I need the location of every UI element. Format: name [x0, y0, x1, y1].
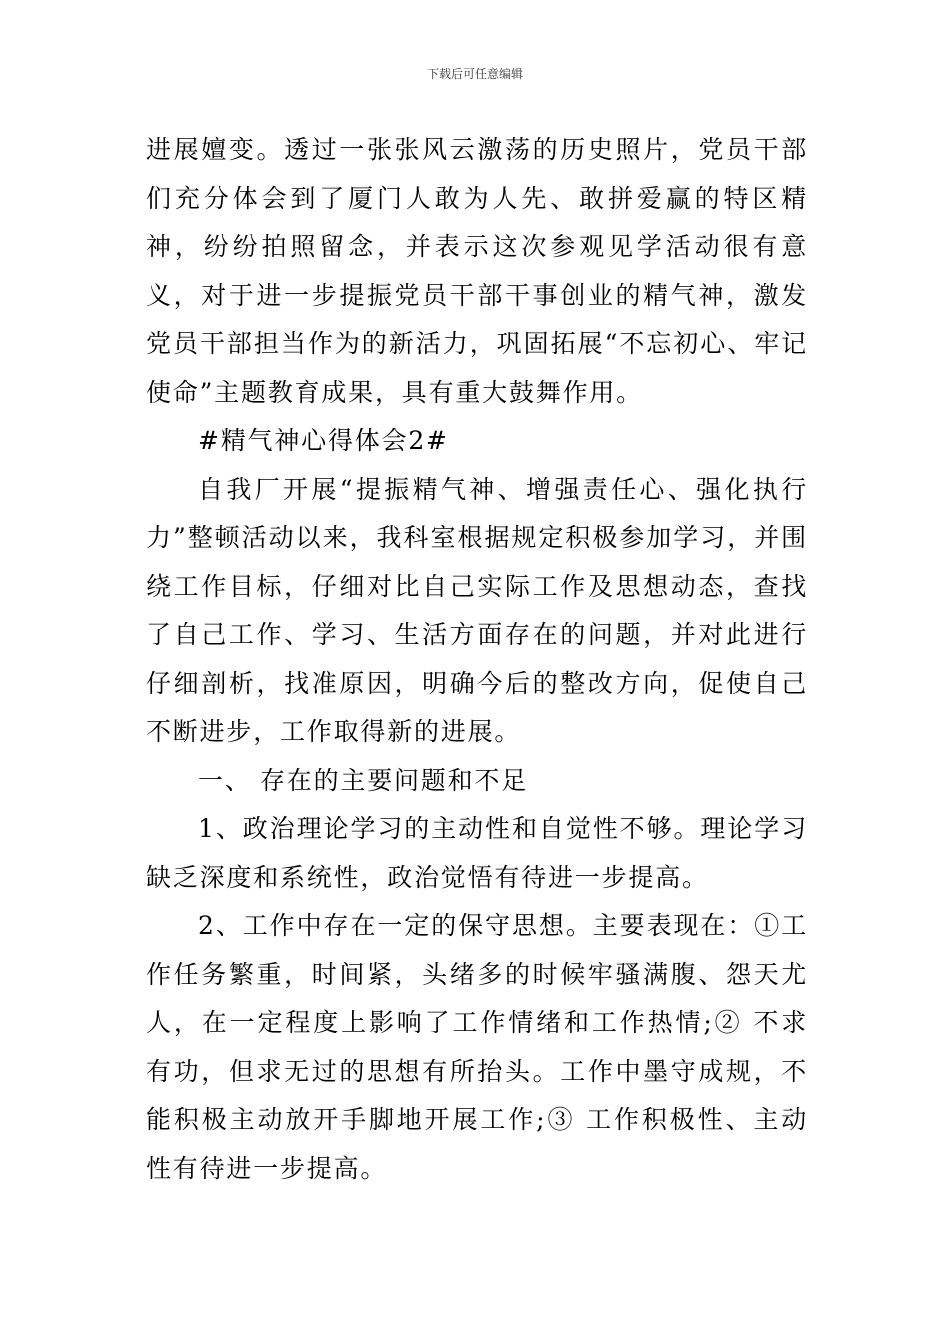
- paragraph-item-1: 1、政治理论学习的主动性和自觉性不够。理论学习缺乏深度和系统性，政治觉悟有待进一步提高。: [146, 814, 808, 892]
- section-heading-text: 存在的主要问题和不足: [260, 765, 529, 795]
- page-header: 下载后可任意编辑: [426, 67, 523, 81]
- section-tag: #精气神心得体会2#: [198, 426, 449, 455]
- paragraph-continuation: 进展嬗变。透过一张张风云激荡的历史照片，党员干部们充分体会到了厦门人敢为人先、敢拼爱赢的特区精神，纷纷拍照留念，并表示这次参观见学活动很有意义，对于进一步提振党员干部干事创业的精气神，激发党员干部担当作为的新活力，巩固拓展“不忘初心、牢记使命”主题教育成果，具有重大鼓舞作用。: [146, 135, 808, 407]
- document-body: [146, 126, 808, 1193]
- paragraph-item-2: 2、工作中存在一定的保守思想。主要表现在：①工作任务繁重，时间紧，头绪多的时候牢骚满腹、怨天尤人，在一定程度上影响了工作情绪和工作热情;② 不求有功，但求无过的思想有所抬头。工作中墨守成规，不能积极主动放开手脚地开展工作;③ 工作积极性、主动性有待进一步提高。: [146, 911, 808, 1183]
- paragraph-intro: 自我厂开展“提振精气神、增强责任心、强化执行力”整顿活动以来，我科室根据规定积极参加学习，并围绕工作目标，仔细对比自己实际工作及思想动态，查找了自己工作、学习、生活方面存在的问题，并对此进行仔细剖析，找准原因，明确今后的整改方向，促使自己不断进步，工作取得新的进展。: [146, 474, 808, 746]
- section-heading-number: 一、: [198, 765, 252, 795]
- section-heading: [146, 757, 808, 806]
